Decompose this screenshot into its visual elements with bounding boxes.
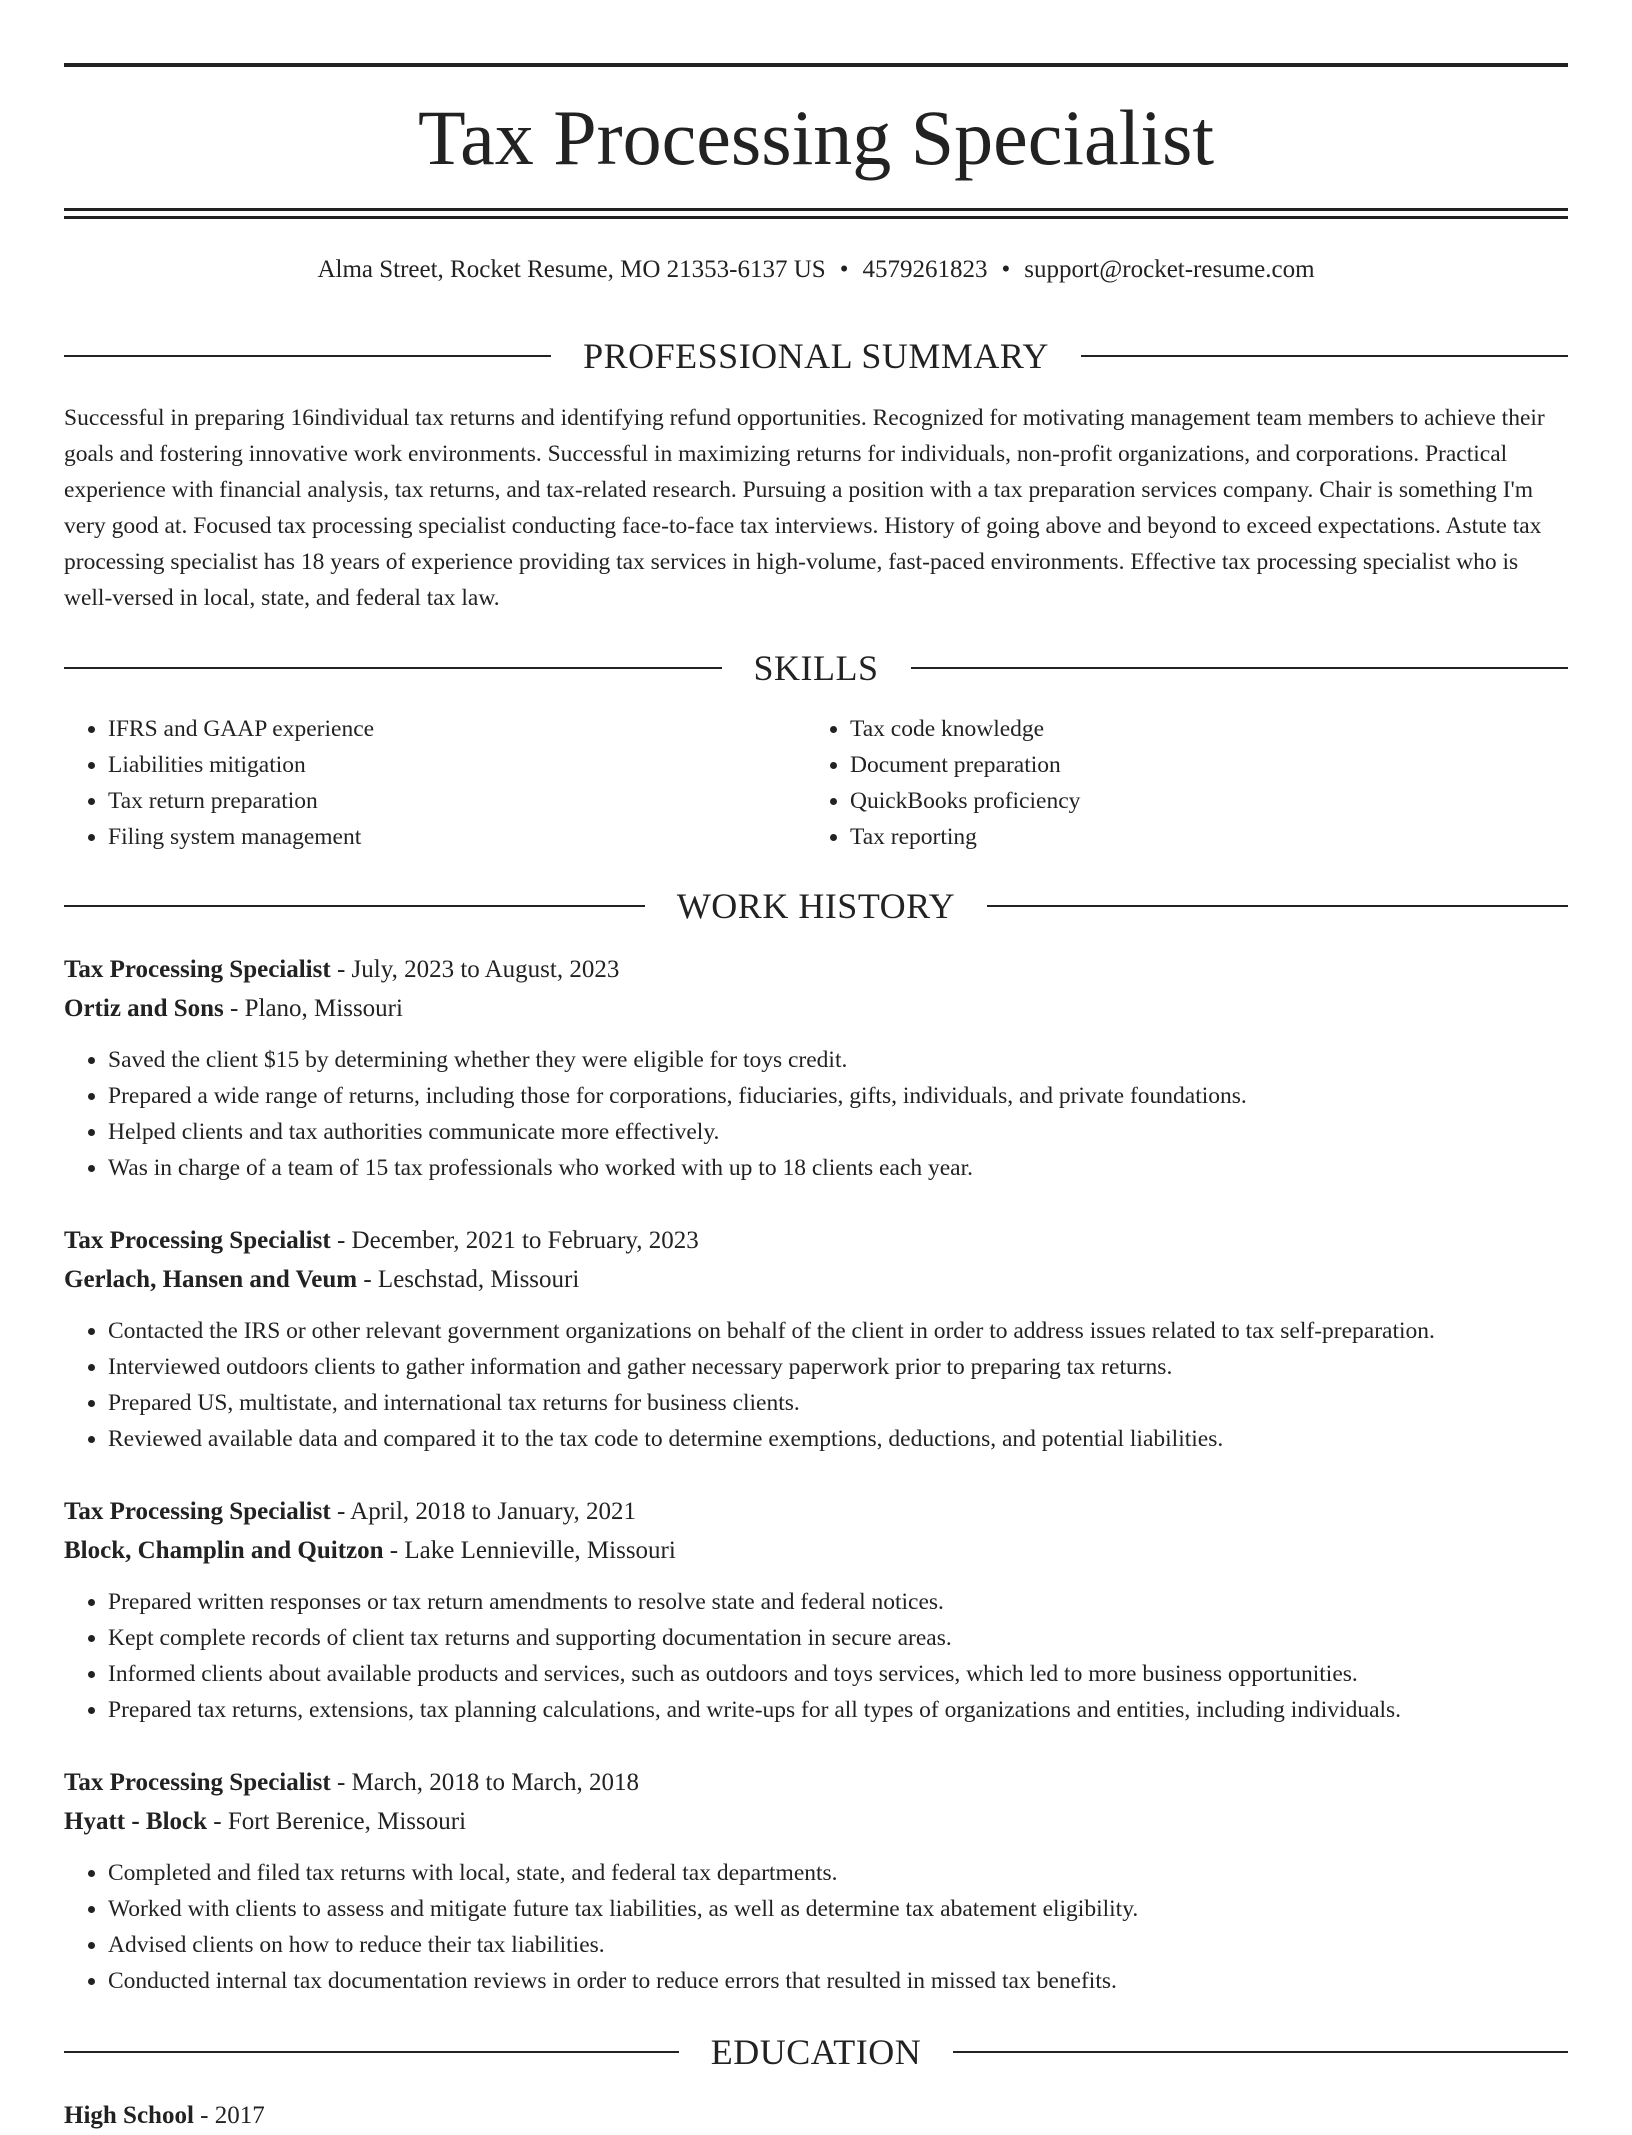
education-degree: High School bbox=[64, 2102, 194, 2129]
header-rule-upper bbox=[64, 208, 1568, 211]
contact-email: support@rocket-resume.com bbox=[1024, 256, 1315, 283]
section-title-work-history: WORK HISTORY bbox=[676, 886, 956, 926]
contact-phone: 4579261823 bbox=[862, 256, 988, 283]
job-bullet: • Contacted the IRS or other relevant government organizations on behalf of the client in order to address issues related to tax self-preparation. bbox=[108, 1313, 1568, 1349]
job-bullet: • Was in charge of a team of 15 tax professionals who worked with up to 18 clients each year. bbox=[108, 1150, 1568, 1186]
skill-item: • Filing system management bbox=[108, 819, 806, 855]
skill-item: • Liabilities mitigation bbox=[108, 747, 806, 783]
job-bullets bbox=[64, 1855, 1568, 1999]
section-title-education: EDUCATION bbox=[710, 2032, 922, 2072]
job-bullet: • Kept complete records of client tax returns and supporting documentation in secure areas. bbox=[108, 1620, 1568, 1656]
job-bullet: • Saved the client $15 by determining whether they were eligible for toys credit. bbox=[108, 1042, 1568, 1078]
section-title-summary: PROFESSIONAL SUMMARY bbox=[583, 336, 1049, 376]
job-bullet: • Helped clients and tax authorities communicate more effectively. bbox=[108, 1114, 1568, 1150]
job-bullet: • Reviewed available data and compared it to the tax code to determine exemptions, deductions, and potential liabilities. bbox=[108, 1421, 1568, 1457]
job-dates: - July, 2023 to August, 2023 bbox=[330, 956, 620, 983]
contact-line bbox=[64, 252, 1568, 288]
section-rule bbox=[64, 355, 551, 357]
job-bullet: • Conducted internal tax documentation reviews in order to reduce errors that resulted in missed tax benefits. bbox=[108, 1963, 1568, 1999]
section-header-summary bbox=[64, 334, 1568, 378]
job-bullet: • Completed and filed tax returns with local, state, and federal tax departments. bbox=[108, 1855, 1568, 1891]
job-location: - Lake Lennieville, Missouri bbox=[383, 1537, 676, 1564]
job-bullets bbox=[64, 1584, 1568, 1728]
job-entry bbox=[64, 950, 1568, 1186]
job-company-line bbox=[64, 989, 1568, 1028]
job-location: - Fort Berenice, Missouri bbox=[207, 1808, 467, 1835]
section-rule bbox=[1081, 355, 1568, 357]
skill-item: • QuickBooks proficiency bbox=[850, 783, 1548, 819]
job-company: Ortiz and Sons bbox=[64, 995, 224, 1022]
skills-list-right bbox=[806, 711, 1548, 855]
job-company-line bbox=[64, 1260, 1568, 1299]
job-dates: - April, 2018 to January, 2021 bbox=[330, 1498, 636, 1525]
job-title-line bbox=[64, 1763, 1568, 1802]
header-rule-lower bbox=[64, 216, 1568, 219]
job-company: Gerlach, Hansen and Veum bbox=[64, 1266, 358, 1293]
job-bullet: • Prepared US, multistate, and international tax returns for business clients. bbox=[108, 1385, 1568, 1421]
skill-item: • Tax code knowledge bbox=[850, 711, 1548, 747]
section-rule bbox=[987, 905, 1568, 907]
job-title: Tax Processing Specialist bbox=[64, 1769, 331, 1796]
skill-item: • Tax reporting bbox=[850, 819, 1548, 855]
job-bullet: • Prepared tax returns, extensions, tax planning calculations, and write-ups for all types of organizations and entities, including individuals. bbox=[108, 1692, 1568, 1728]
job-location: - Leschstad, Missouri bbox=[357, 1266, 580, 1293]
section-header-work-history bbox=[64, 884, 1568, 928]
contact-address: Alma Street, Rocket Resume, MO 21353-6137 US bbox=[317, 256, 826, 283]
contact-separator: • bbox=[839, 256, 849, 283]
job-company-line bbox=[64, 1531, 1568, 1570]
top-rule bbox=[64, 63, 1568, 67]
job-location: - Plano, Missouri bbox=[223, 995, 403, 1022]
job-entry bbox=[64, 1763, 1568, 1999]
job-bullet: • Interviewed outdoors clients to gather information and gather necessary paperwork prior to preparing tax returns. bbox=[108, 1349, 1568, 1385]
job-company: Hyatt - Block bbox=[64, 1808, 208, 1835]
job-title: Tax Processing Specialist bbox=[64, 956, 331, 983]
skill-item: • Document preparation bbox=[850, 747, 1548, 783]
job-bullet: • Prepared written responses or tax return amendments to resolve state and federal notices. bbox=[108, 1584, 1568, 1620]
skill-item: • IFRS and GAAP experience bbox=[108, 711, 806, 747]
section-rule bbox=[64, 905, 645, 907]
job-title: Tax Processing Specialist bbox=[64, 1227, 331, 1254]
job-title: Tax Processing Specialist bbox=[64, 1498, 331, 1525]
education-entry bbox=[64, 2096, 265, 2135]
job-bullet: • Prepared a wide range of returns, including those for corporations, fiduciaries, gifts, individuals, and private foundations. bbox=[108, 1078, 1568, 1114]
job-bullets bbox=[64, 1313, 1568, 1457]
contact-separator: • bbox=[1001, 256, 1011, 283]
job-title-line bbox=[64, 1492, 1568, 1531]
summary-text: Successful in preparing 16individual tax returns and identifying refund opportunities. Recognized for motivating management team members to achieve their goals and fostering innovative work environments. Successful in maximizing returns for individuals, non-profit organizations, and corporations. Practical experience with financial analysis, tax returns, and tax-related research. Pursuing a position with a tax preparation services company. Chair is something I'm very good at. Focused tax processing specialist conducting face-to-face tax interviews. History of going above and beyond to exceed expectations. Astute tax processing specialist has 18 years of experience providing tax services in high-volume, fast-paced environments. Effective tax processing specialist who is well-versed in local, state, and federal tax law. bbox=[64, 405, 1545, 611]
skills-list-left bbox=[64, 711, 806, 855]
section-rule bbox=[911, 667, 1569, 669]
job-bullets bbox=[64, 1042, 1568, 1186]
job-title-line bbox=[64, 1221, 1568, 1260]
resume-name: Tax Processing Specialist bbox=[417, 94, 1215, 181]
job-company: Block, Champlin and Quitzon bbox=[64, 1537, 384, 1564]
job-entry bbox=[64, 1492, 1568, 1728]
section-rule bbox=[953, 2051, 1568, 2053]
job-bullet: • Informed clients about available products and services, such as outdoors and toys services, which led to more business opportunities. bbox=[108, 1656, 1568, 1692]
job-entry bbox=[64, 1221, 1568, 1457]
section-rule bbox=[64, 667, 722, 669]
skills-grid bbox=[64, 711, 1568, 855]
job-dates: - December, 2021 to February, 2023 bbox=[330, 1227, 699, 1254]
job-dates: - March, 2018 to March, 2018 bbox=[330, 1769, 639, 1796]
section-rule bbox=[64, 2051, 679, 2053]
section-title-skills: SKILLS bbox=[753, 648, 879, 688]
job-bullet: • Advised clients on how to reduce their tax liabilities. bbox=[108, 1927, 1568, 1963]
section-header-education bbox=[64, 2030, 1568, 2074]
job-company-line bbox=[64, 1802, 1568, 1841]
section-header-skills bbox=[64, 646, 1568, 690]
job-bullet: • Worked with clients to assess and mitigate future tax liabilities, as well as determine tax abatement eligibility. bbox=[108, 1891, 1568, 1927]
education-year: - 2017 bbox=[193, 2102, 265, 2129]
job-title-line bbox=[64, 950, 1568, 989]
skill-item: • Tax return preparation bbox=[108, 783, 806, 819]
